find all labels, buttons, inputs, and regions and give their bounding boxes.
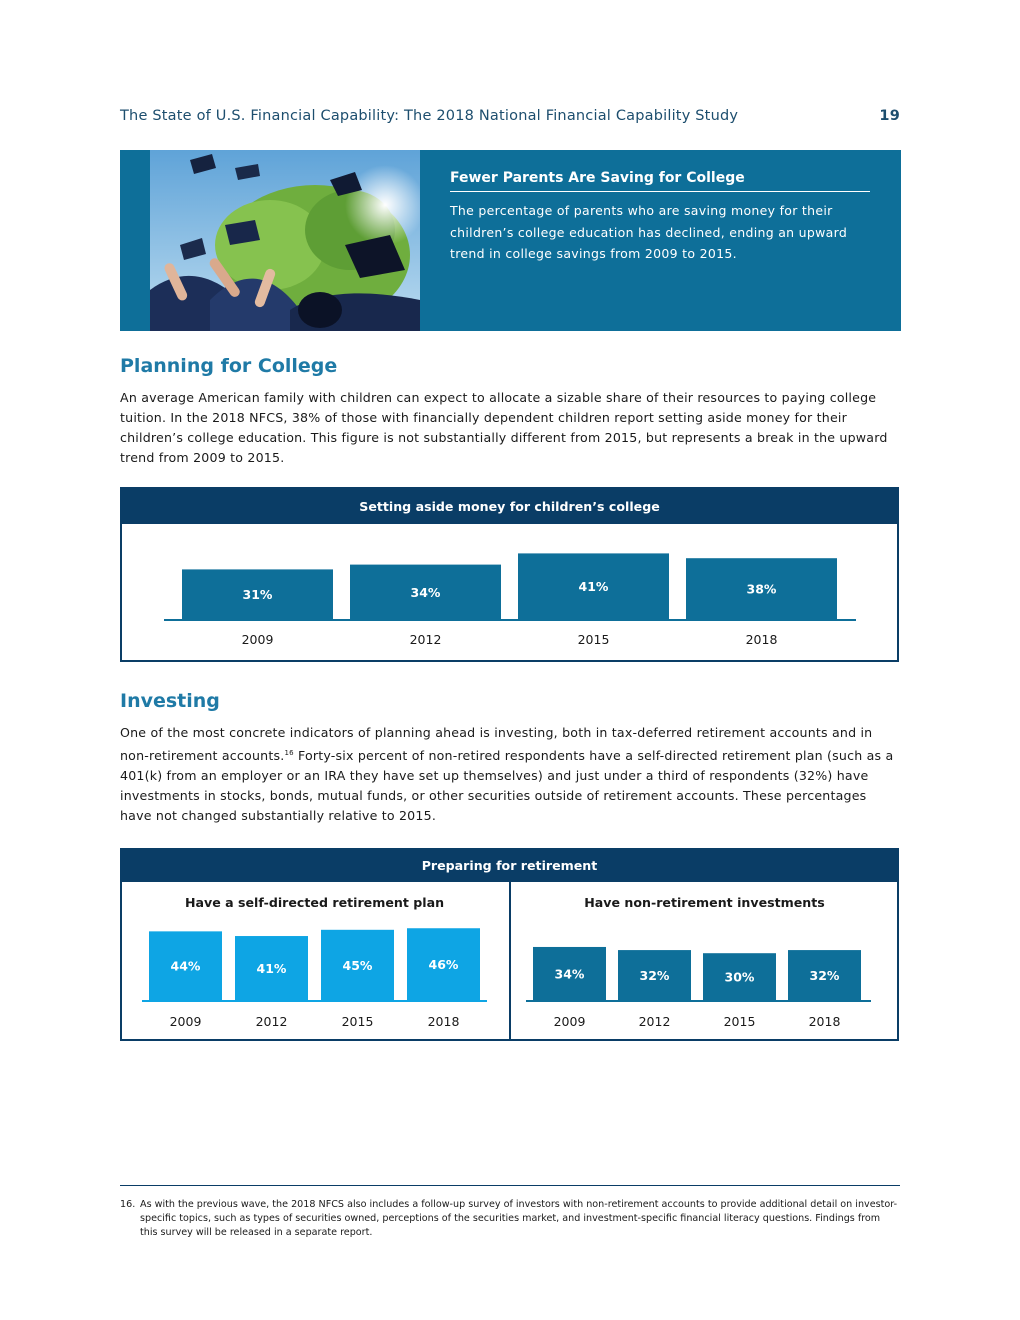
college-tick-label-2018: 2018 [745, 632, 778, 647]
non-retirement-tick-label-2015: 2015 [723, 1014, 756, 1029]
retirement-plan-tick-label-2018: 2018 [427, 1014, 460, 1029]
college-value-label-2012: 34% [410, 584, 441, 600]
college-chart-box [120, 487, 899, 662]
non-retirement-tick-label-2012: 2012 [638, 1014, 671, 1029]
retirement-plan-bar-chart [122, 918, 507, 1038]
non-retirement-value-label-2009: 34% [554, 966, 585, 982]
panel-divider [509, 880, 511, 1039]
retirement-chart-box [120, 848, 899, 1041]
retirement-plan-tick-label-2009: 2009 [169, 1014, 202, 1029]
retirement-plan-title: Have a self-directed retirement plan [184, 895, 445, 910]
footnote-number: 16. [120, 1199, 136, 1210]
college-value-label-2009: 31% [242, 587, 273, 603]
retirement-plan-value-label-2009: 44% [170, 958, 201, 974]
retirement-plan-tick-label-2012: 2012 [255, 1014, 288, 1029]
callout-banner [120, 150, 901, 331]
college-value-label-2015: 41% [578, 579, 609, 595]
college-tick-label-2015: 2015 [577, 632, 610, 647]
running-header [120, 108, 900, 124]
non-retirement-value-label-2012: 32% [639, 968, 670, 984]
college-baseline [164, 619, 856, 621]
college-bar-chart [122, 524, 897, 660]
graduation-caps-illustration [150, 150, 420, 331]
investing-body [120, 723, 900, 826]
retirement-plan-baseline [142, 1000, 487, 1002]
planning-body: An average American family with children can expect to allocate a sizable share of their resources to paying college tuition. In the 2018 NFCS, 38% of those with financially dependent children report setting aside money for their children’s college education. This figure is not substantially different from 2015, but represents a break in the upward trend from 2009 to 2015. [120, 390, 888, 465]
college-tick-label-2012: 2012 [409, 632, 442, 647]
non-retirement-tick-label-2009: 2009 [553, 1014, 586, 1029]
running-title: The State of U.S. Financial Capability: The 2018 National Financial Capability Study [120, 108, 739, 124]
footnote-rule [120, 1185, 900, 1186]
graduation-photo [150, 150, 420, 331]
college-chart-title: Setting aside money for children’s college [122, 489, 897, 524]
non-retirement-value-label-2018: 32% [809, 968, 840, 984]
retirement-plan-tick-label-2015: 2015 [341, 1014, 374, 1029]
retirement-chart-title: Preparing for retirement [122, 850, 897, 880]
investing-body-part1: One of the most concrete indicators of planning ahead is investing, both in tax-deferred retirement accounts and in non-retirement accounts. [120, 725, 873, 763]
college-tick-label-2009: 2009 [241, 632, 274, 647]
non-retirement-baseline [526, 1000, 871, 1002]
investing-heading: Investing [120, 690, 220, 712]
investing-body-part2: Forty-six percent of non-retired respondents have a self-directed retirement plan (such as a 401(k) from an employer or an IRA they have set up themselves) and just under a third of respondents (32%) have investments in stocks, bonds, mutual funds, or other securities outside of retirement accounts. These percentages have not changed substantially relative to 2015. [120, 748, 894, 823]
page-number: 19 [879, 108, 900, 124]
retirement-plan-value-label-2012: 41% [256, 961, 287, 977]
non-retirement-tick-label-2018: 2018 [808, 1014, 841, 1029]
footnote-text: As with the previous wave, the 2018 NFCS also includes a follow-up survey of investors with non-retirement accounts to provide additional detail on investor-specific topics, such as types of securities owned, perceptions of the securities market, and investment-specific financial literacy questions. Findings from this survey will be released in a separate report. [140, 1199, 898, 1238]
footnote-ref: 16 [284, 749, 294, 757]
retirement-plan-value-label-2018: 46% [428, 957, 459, 973]
retirement-plan-value-label-2015: 45% [342, 957, 373, 973]
non-retirement-bar-chart [512, 918, 897, 1038]
callout-text: The percentage of parents who are saving money for their children’s college education has declined, ending an upward trend in college savings from 2009 to 2015. [450, 203, 848, 261]
planning-heading: Planning for College [120, 355, 338, 377]
callout-title: Fewer Parents Are Saving for College [450, 170, 870, 192]
non-retirement-value-label-2015: 30% [724, 969, 755, 985]
college-value-label-2018: 38% [746, 581, 777, 597]
non-retirement-title: Have non-retirement investments [584, 895, 825, 910]
footnote [120, 1198, 900, 1240]
